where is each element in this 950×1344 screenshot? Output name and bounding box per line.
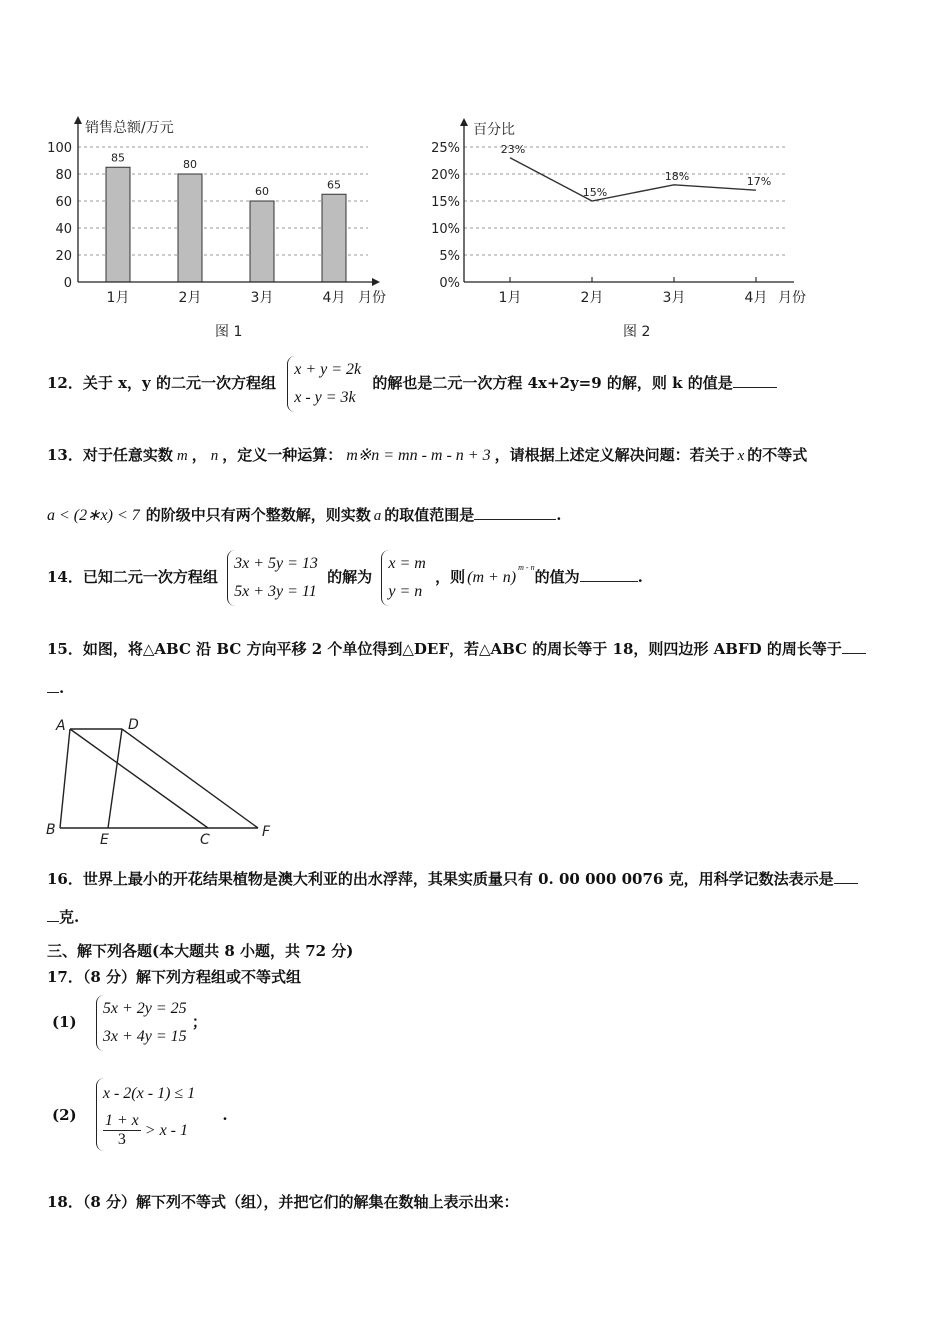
q12-answer-blank[interactable] bbox=[733, 373, 777, 388]
q13-var-a: a bbox=[373, 508, 382, 524]
bar-chart-bar bbox=[250, 201, 274, 282]
segment-AC bbox=[70, 729, 208, 828]
q12-equation-system bbox=[287, 356, 361, 412]
q15-answer-blank-cont[interactable] bbox=[47, 678, 59, 693]
point-F-label: F bbox=[262, 824, 271, 840]
q17-part2-denominator: 3 bbox=[117, 1131, 126, 1148]
q12-suffix: 的解也是二元一次方程 4x+2y=9 的解，则 k 的值是 bbox=[372, 374, 733, 392]
q13-prefix: 13．对于任意实数 bbox=[47, 446, 173, 464]
line-chart-value-label: 17% bbox=[746, 175, 772, 189]
question-13 bbox=[47, 444, 807, 465]
question-18-title: 18．（8 分）解下列不等式（组），并把它们的解集在数轴上表示出来： bbox=[47, 1193, 519, 1211]
q17-part1-label: (1) bbox=[52, 1013, 77, 1031]
q16-answer-blank-cont[interactable] bbox=[47, 907, 59, 922]
bar-chart-value-label: 65 bbox=[327, 178, 341, 192]
q16-end: 克. bbox=[59, 908, 80, 926]
bar-chart-category-label: 1月 bbox=[106, 290, 130, 306]
q15-answer-blank[interactable] bbox=[842, 639, 866, 654]
segment-AB bbox=[60, 729, 70, 828]
q14-then: ，则 bbox=[435, 568, 466, 586]
q17-part2-system bbox=[96, 1078, 195, 1151]
line-chart-category-label: 3月 bbox=[662, 290, 686, 306]
q13-operation: m※n = mn - m - n + 3 bbox=[346, 447, 491, 464]
line-chart-value-label: 23% bbox=[500, 142, 526, 156]
q13-text3: ，请根据上述定义解决问题：若关于 bbox=[494, 446, 735, 464]
q17-part2-numerator: 1 + x bbox=[104, 1112, 139, 1129]
q15-translation-figure bbox=[40, 712, 285, 847]
question-14 bbox=[47, 550, 643, 606]
line-chart-xlabel: 月份 bbox=[778, 290, 806, 306]
q14-answer-blank[interactable] bbox=[580, 567, 638, 582]
bar-chart-ytick: 100 bbox=[47, 141, 72, 156]
point-C-label: C bbox=[200, 832, 210, 847]
question-16-line2 bbox=[47, 906, 79, 927]
question-15 bbox=[47, 638, 866, 659]
q15-end: . bbox=[59, 679, 65, 697]
line-chart-series bbox=[510, 158, 756, 201]
q14-solution-system bbox=[381, 550, 425, 606]
q13-var-x: x bbox=[737, 448, 745, 464]
bar-chart-value-label: 80 bbox=[183, 158, 197, 171]
bar-chart-ytick: 40 bbox=[55, 222, 72, 237]
point-B-label: B bbox=[46, 822, 56, 838]
q17-part1 bbox=[52, 995, 207, 1051]
q14-suffix: 的值为 bbox=[534, 568, 580, 586]
q14-prefix: 14．已知二元一次方程组 bbox=[47, 568, 218, 586]
q17-part1-eq2: 3x + 4y = 15 bbox=[102, 1028, 187, 1045]
bar-chart-y-arrow bbox=[74, 116, 82, 124]
q16-text: 16．世界上最小的开花结果植物是澳大利亚的出水浮萍，其果实质量只有 0. 00 000 0076 克，用科学记数法表示是 bbox=[47, 870, 834, 888]
question-16 bbox=[47, 868, 858, 889]
question-13-line2 bbox=[47, 504, 562, 525]
q14-eq1: 3x + 5y = 13 bbox=[234, 555, 318, 572]
q14-eq2: 5x + 3y = 11 bbox=[234, 583, 317, 600]
line-chart-ytick: 25% bbox=[431, 141, 460, 156]
line-chart-ylabel: 百分比 bbox=[473, 122, 515, 138]
q16-answer-blank[interactable] bbox=[834, 869, 858, 884]
bar-chart-ytick: 80 bbox=[55, 168, 72, 183]
section-3-heading: 三、解下列各题(本大题共 8 小题，共 72 分) bbox=[47, 942, 354, 960]
sales-bar-chart bbox=[40, 110, 410, 350]
bar-chart-caption: 图 1 bbox=[215, 324, 243, 340]
bar-chart-value-label: 85 bbox=[111, 151, 125, 165]
line-chart-ytick: 0% bbox=[439, 276, 460, 291]
percentage-line-chart bbox=[428, 110, 828, 350]
q17-part2-end: . bbox=[222, 1105, 228, 1124]
question-12 bbox=[47, 356, 777, 412]
line-chart-category-label: 4月 bbox=[744, 290, 768, 306]
bar-chart-bar bbox=[322, 194, 346, 282]
q17-part2 bbox=[52, 1078, 228, 1151]
q17-part1-end: ； bbox=[191, 1013, 207, 1031]
bar-chart-bar bbox=[106, 167, 130, 282]
line-chart-caption: 图 2 bbox=[623, 324, 651, 340]
q14-sol2: y = n bbox=[388, 583, 423, 600]
bar-chart-x-arrow bbox=[372, 278, 380, 286]
q13-text4: 的不等式 bbox=[747, 446, 808, 464]
question-15-line2 bbox=[47, 678, 64, 697]
bar-chart-ytick: 60 bbox=[55, 195, 72, 210]
bar-chart-xlabel: 月份 bbox=[358, 290, 386, 306]
line-chart-ytick: 10% bbox=[431, 222, 460, 237]
line-chart-ytick: 20% bbox=[431, 168, 460, 183]
bar-chart-category-label: 3月 bbox=[250, 290, 274, 306]
question-17-title: 17．（8 分）解下列方程组或不等式组 bbox=[47, 968, 302, 986]
q14-exponent: m - n bbox=[518, 563, 535, 572]
q17-part2-label: (2) bbox=[52, 1105, 77, 1124]
line-chart-category-label: 2月 bbox=[580, 290, 604, 306]
line-chart-category-label: 1月 bbox=[498, 290, 522, 306]
q14-sol1: x = m bbox=[388, 555, 426, 572]
q13-end: . bbox=[556, 506, 562, 524]
q14-end: . bbox=[637, 568, 643, 586]
line-chart-value-label: 15% bbox=[582, 186, 608, 199]
q13-text6: 的取值范围是 bbox=[384, 506, 475, 524]
point-A-label: A bbox=[56, 718, 66, 734]
bar-chart-ytick: 0 bbox=[63, 276, 72, 291]
segment-DE bbox=[108, 729, 122, 828]
bar-chart-bar bbox=[178, 174, 202, 282]
q17-part1-system bbox=[96, 995, 187, 1051]
q14-mid: 的解为 bbox=[327, 568, 373, 586]
q12-eq1: x + y = 2k bbox=[294, 361, 362, 378]
q13-text5: 的阶级中只有两个整数解，则实数 bbox=[145, 506, 371, 524]
line-chart-value-label: 18% bbox=[664, 169, 690, 183]
bar-chart-value-label: 60 bbox=[255, 185, 269, 198]
bar-chart-category-label: 4月 bbox=[322, 290, 346, 306]
line-chart-ytick: 5% bbox=[439, 249, 460, 264]
q17-part2-ineq1: x - 2(x - 1) ≤ 1 bbox=[102, 1085, 196, 1102]
segment-DF bbox=[122, 729, 258, 828]
q12-eq2: x - y = 3k bbox=[294, 389, 356, 406]
q12-prefix: 12．关于 x，y 的二元一次方程组 bbox=[47, 374, 276, 392]
q13-inequality: a < (2∗x) < 7 bbox=[47, 507, 140, 524]
q15-text: 15．如图，将△ABC 沿 BC 方向平移 2 个单位得到△DEF，若△ABC 的周长等于 18，则四边形 ABFD 的周长等于 bbox=[47, 640, 842, 658]
point-E-label: E bbox=[100, 832, 109, 847]
bar-chart-category-label: 2月 bbox=[178, 290, 202, 306]
q13-var-m: m bbox=[176, 448, 188, 464]
q14-expression: (m + n) bbox=[467, 569, 517, 586]
q17-part2-rhs: > x - 1 bbox=[144, 1121, 189, 1139]
q13-var-n: n bbox=[210, 448, 219, 464]
line-chart-y-arrow bbox=[460, 118, 468, 126]
q14-equation-system bbox=[227, 550, 318, 606]
bar-chart-ylabel: 销售总额/万元 bbox=[85, 120, 174, 136]
point-D-label: D bbox=[128, 717, 139, 733]
q13-answer-blank[interactable] bbox=[474, 505, 556, 520]
line-chart-ytick: 15% bbox=[431, 195, 460, 210]
q13-comma: ， bbox=[191, 446, 207, 464]
q13-text2: ，定义一种运算： bbox=[222, 446, 343, 464]
bar-chart-ytick: 20 bbox=[55, 249, 72, 264]
q17-part1-eq1: 5x + 2y = 25 bbox=[102, 1000, 187, 1017]
